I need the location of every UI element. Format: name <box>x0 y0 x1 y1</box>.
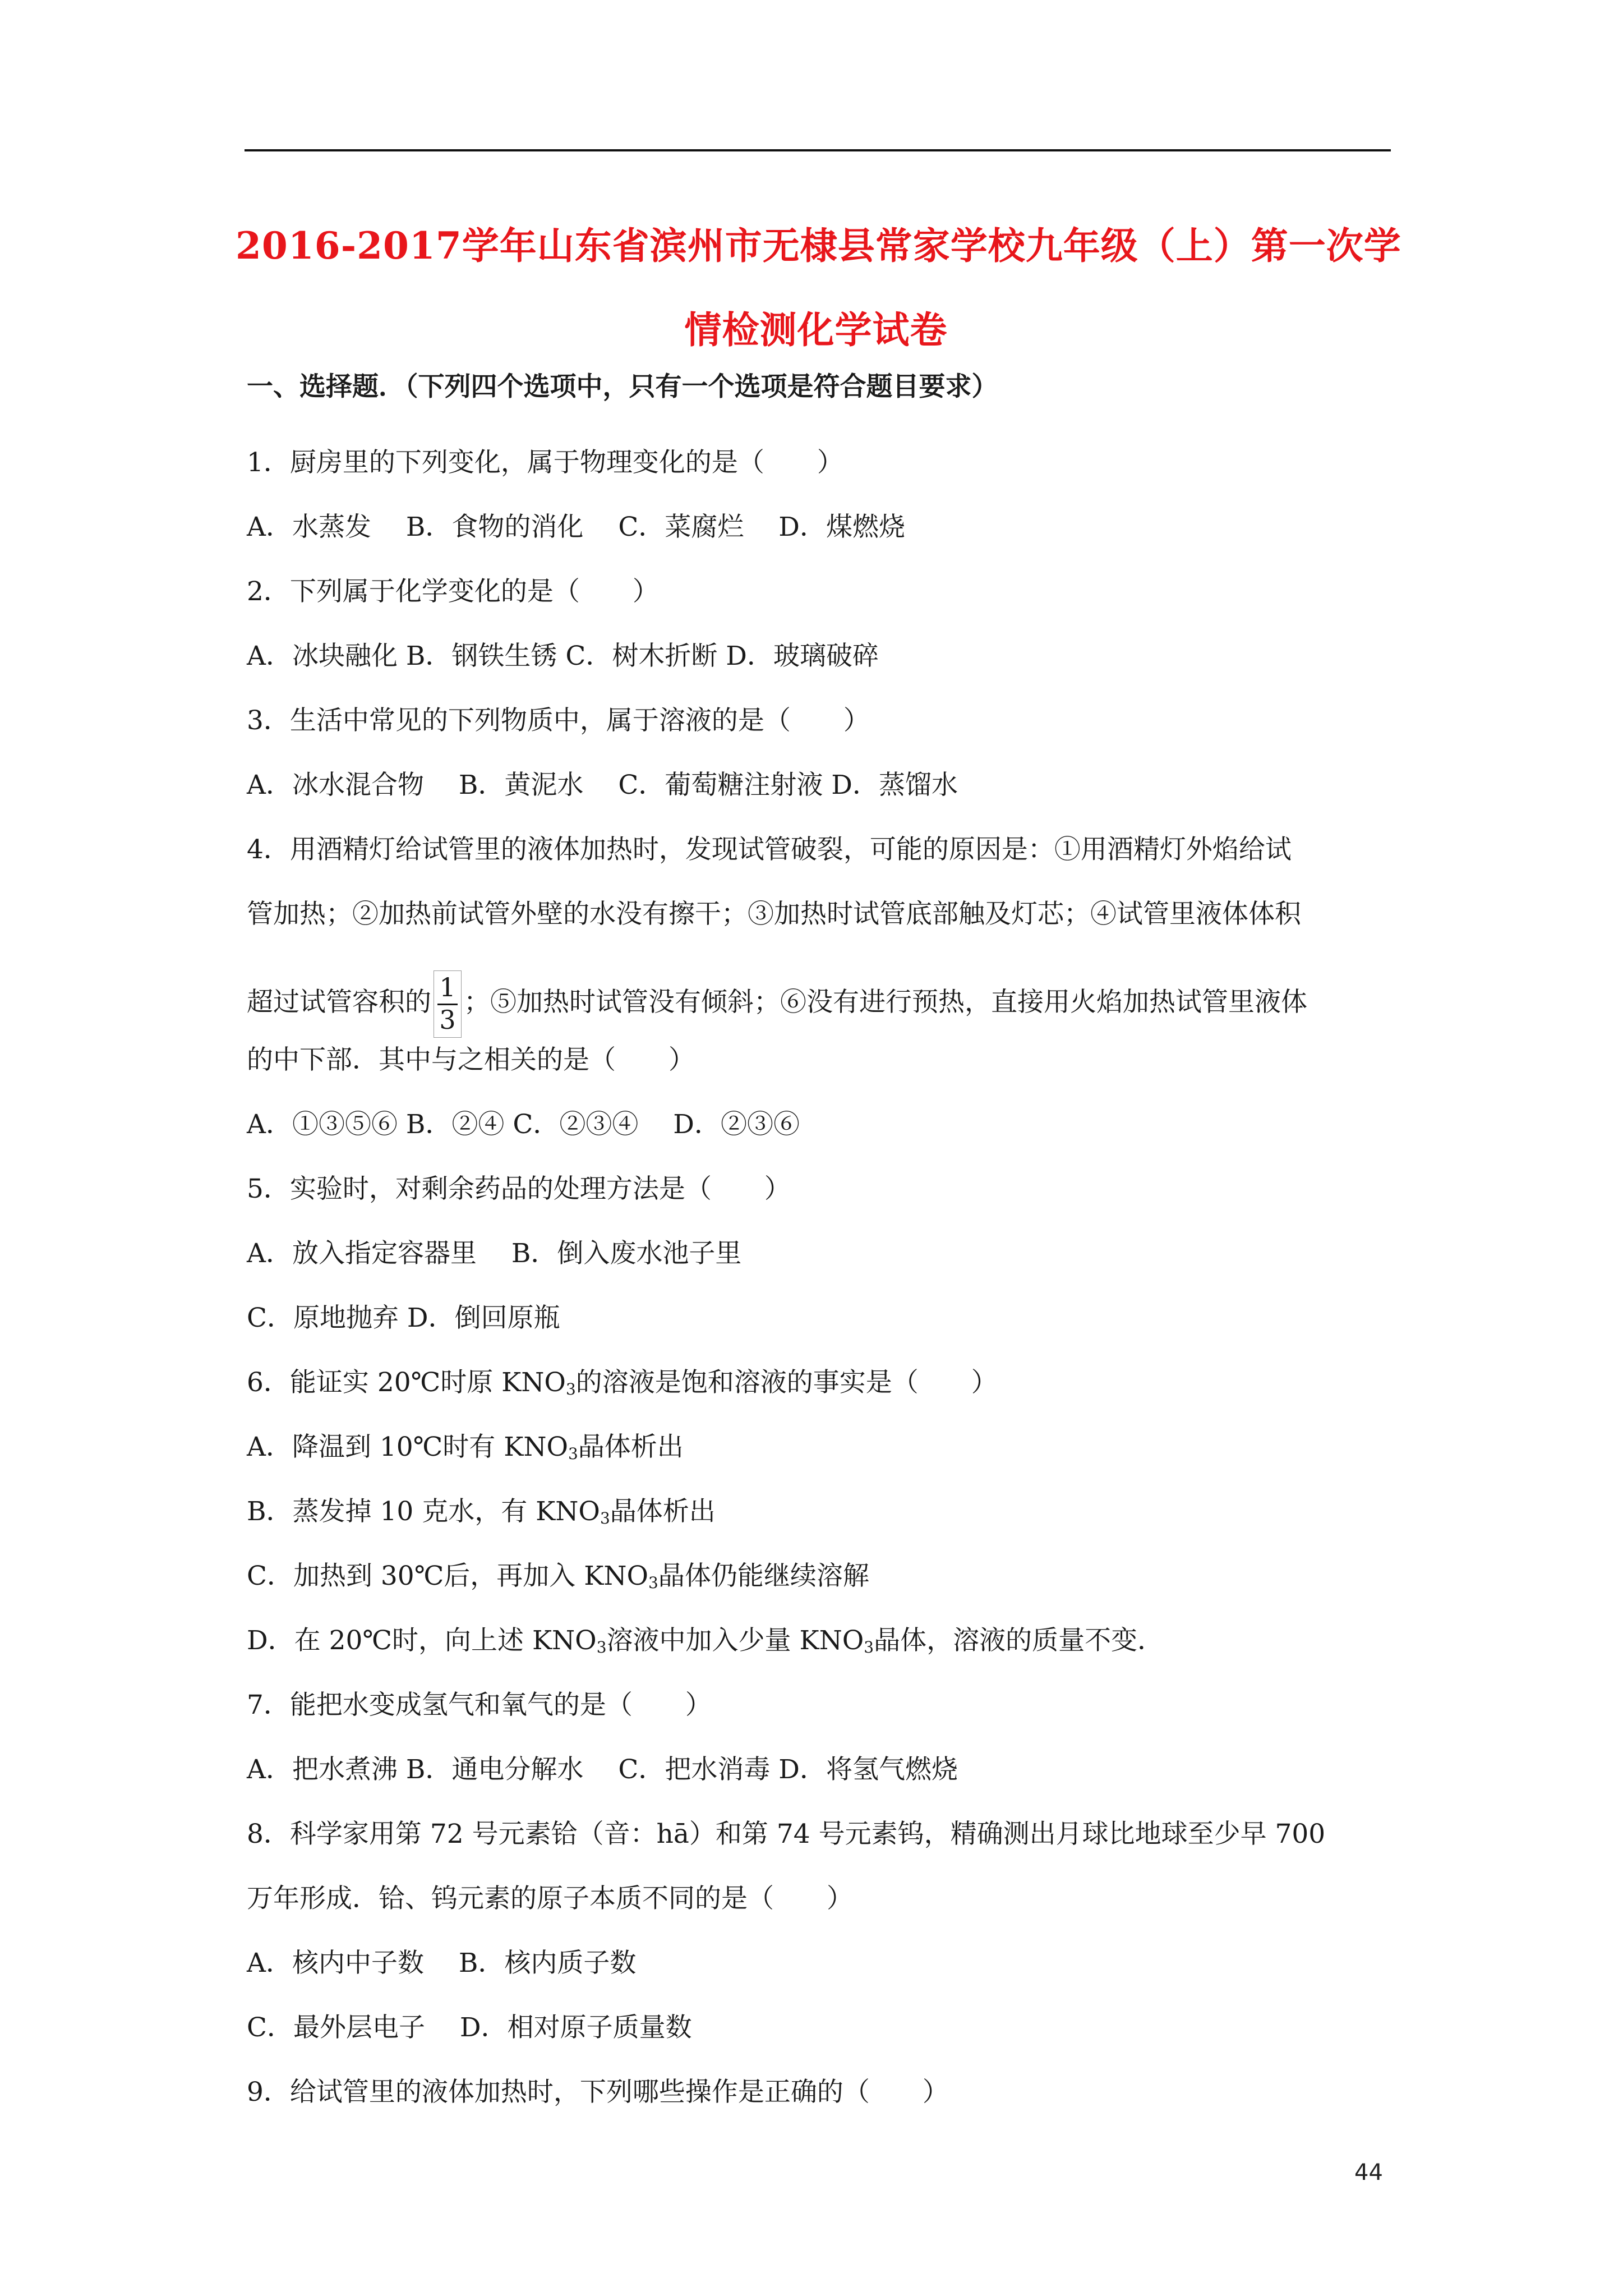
option-a-post: 晶体析出 <box>578 1432 684 1462</box>
option-d-pre: D．在 20℃时，向上述 KNO <box>247 1625 597 1656</box>
question-3-options: A．冰水混合物 B．黄泥水 C．葡萄糖注射液 D．蒸馏水 <box>247 770 958 800</box>
question-5-options-line-2: C．原地抛弃 D．倒回原瓶 <box>247 1303 560 1333</box>
question-2-stem: 2．下列属于化学变化的是（ ） <box>247 576 659 607</box>
question-9-stem: 9．给试管里的液体加热时，下列哪些操作是正确的（ ） <box>247 2077 949 2108</box>
question-4-options: A．①③⑤⑥ B．②④ C．②③④ D．②③⑥ <box>247 1109 800 1140</box>
question-4-stem-line-3 <box>247 970 1307 1038</box>
question-2-options: A．冰块融化 B．钢铁生锈 C．树木折断 D．玻璃破碎 <box>247 641 879 671</box>
question-4-stem-line-3-post: ；⑤加热时试管没有倾斜；⑥没有进行预热，直接用火焰加热试管里液体 <box>464 987 1307 1018</box>
question-3-stem: 3．生活中常见的下列物质中，属于溶液的是（ ） <box>247 705 870 736</box>
question-6-option-b <box>247 1495 716 1529</box>
question-7-options: A．把水煮沸 B．通电分解水 C．把水消毒 D．将氢气燃烧 <box>247 1754 958 1785</box>
question-6-stem-pre: 6．能证实 20℃时原 KNO <box>247 1367 566 1398</box>
question-4-stem-line-3-pre: 超过试管容积的 <box>247 987 431 1018</box>
fraction-numerator: 1 <box>439 972 456 1002</box>
question-6-stem-post: 的溶液是饱和溶液的事实是（ ） <box>575 1367 998 1398</box>
question-7-stem: 7．能把水变成氢气和氧气的是（ ） <box>247 1690 712 1720</box>
question-6-stem <box>247 1366 998 1400</box>
subscript: 3 <box>596 1638 607 1657</box>
exam-title-line-2: 情检测化学试卷 <box>684 308 948 352</box>
fraction-denominator: 3 <box>439 1005 456 1035</box>
question-6-option-d <box>247 1624 1164 1658</box>
section-heading: 一、选择题．（下列四个选项中，只有一个选项是符合题目要求） <box>247 371 998 402</box>
question-6-option-a <box>247 1430 684 1464</box>
option-b-post: 晶体析出 <box>610 1496 716 1527</box>
question-4-stem-line-2: 管加热；②加热前试管外壁的水没有擦干；③加热时试管底部触及灯芯；④试管里液体体积 <box>247 899 1301 930</box>
option-d-mid: 溶液中加入少量 KNO <box>606 1625 864 1656</box>
option-b-pre: B．蒸发掉 10 克水，有 KNO <box>247 1496 600 1527</box>
exam-title-line-1: 2016-2017学年山东省滨州市无棣县常家学校九年级（上）第一次学 <box>236 224 1401 268</box>
question-8-options-line-1: A．核内中子数 B．核内质子数 <box>247 1948 637 1978</box>
fraction-one-third <box>434 970 462 1038</box>
question-4-stem-line-4: 的中下部．其中与之相关的是（ ） <box>247 1045 695 1075</box>
question-5-options-line-1: A．放入指定容器里 B．倒入废水池子里 <box>247 1238 742 1269</box>
question-1-options: A．水蒸发 B．食物的消化 C．菜腐烂 D．煤燃烧 <box>247 512 905 542</box>
subscript: 3 <box>568 1444 578 1463</box>
question-8-options-line-2: C．最外层电子 D．相对原子质量数 <box>247 2012 692 2043</box>
option-c-pre: C．加热到 30℃后，再加入 KNO <box>247 1561 648 1591</box>
option-c-post: 晶体仍能继续溶解 <box>658 1561 869 1591</box>
option-d-post: 晶体，溶液的质量不变． <box>874 1625 1164 1656</box>
subscript: 3 <box>648 1573 658 1592</box>
subscript: 3 <box>565 1380 576 1398</box>
question-4-stem-line-1: 4．用酒精灯给试管里的液体加热时，发现试管破裂，可能的原因是：①用酒精灯外焰给试 <box>247 834 1292 865</box>
subscript: 3 <box>864 1638 874 1657</box>
question-8-stem-line-1: 8．科学家用第 72 号元素铪（音：hā）和第 74 号元素钨，精确测出月球比地球至少早 700 <box>247 1819 1326 1849</box>
subscript: 3 <box>600 1509 610 1527</box>
option-a-pre: A．降温到 10℃时有 KNO <box>247 1432 568 1462</box>
header-rule <box>245 149 1391 151</box>
question-8-stem-line-2: 万年形成．铪、钨元素的原子本质不同的是（ ） <box>247 1883 853 1914</box>
page-number: 44 <box>1354 2160 1383 2185</box>
question-5-stem: 5．实验时，对剩余药品的处理方法是（ ） <box>247 1174 791 1204</box>
question-6-option-c <box>247 1559 869 1593</box>
question-1-stem: 1．厨房里的下列变化，属于物理变化的是（ ） <box>247 447 843 478</box>
